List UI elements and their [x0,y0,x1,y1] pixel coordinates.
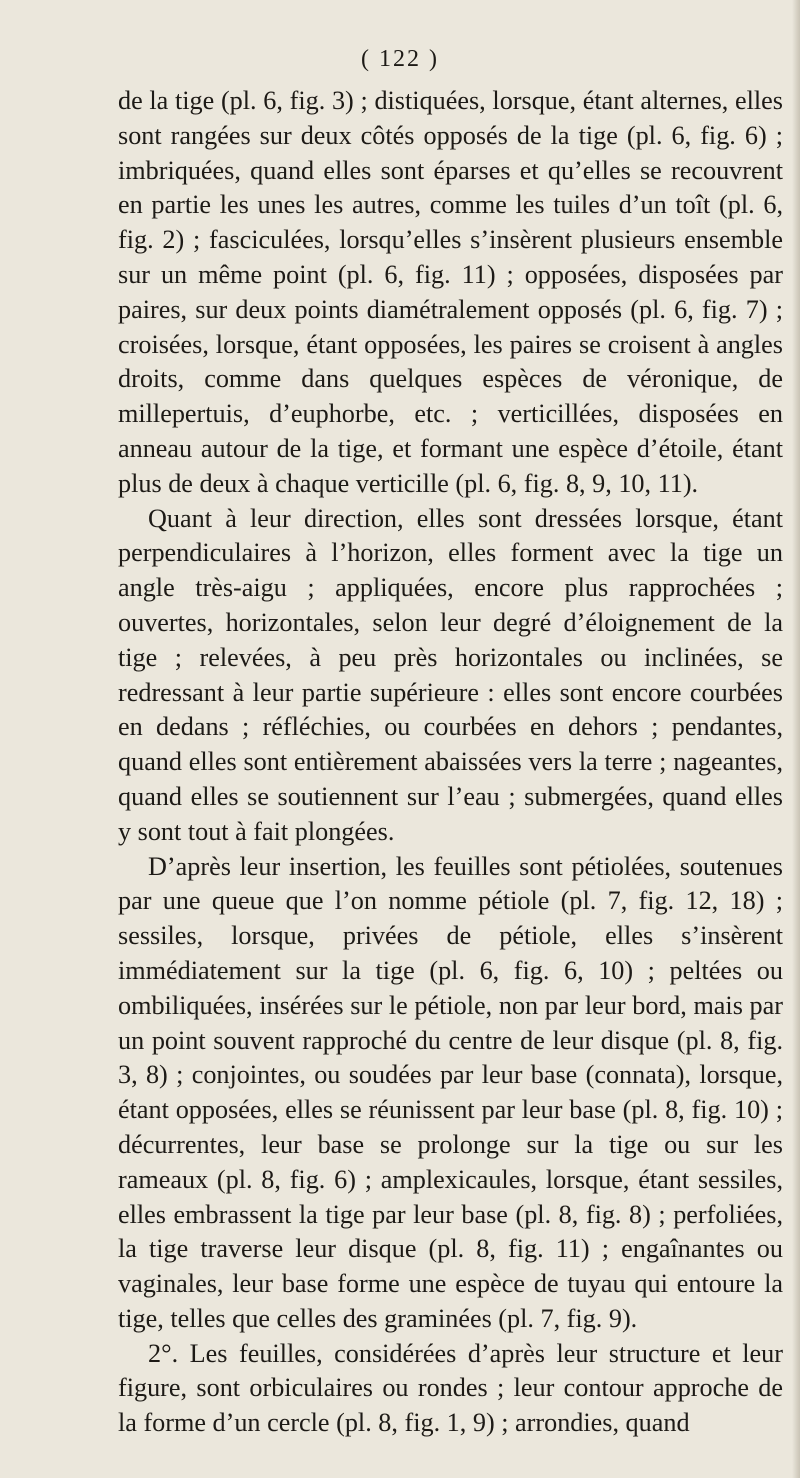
body-text [118,84,783,1441]
paragraph-2: Quant à leur direction, elles sont dressées lorsque, étant perpendiculaires à l’horizon, elles forment avec la tige un angle très-aigu ; appliquées, encore plus rapprochées ; ouvertes, horizontales, selon leur degré d’éloignement de la tige ; relevées, à peu près horizontales ou inclinées, se redressant à leur partie supérieure : elles sont encore courbées en dedans ; réfléchies, ou courbées en dehors ; pendantes, quand elles sont entièrement abaissées vers la terre ; nageantes, quand elles se soutiennent sur l’eau ; submergées, quand elles y sont tout à fait plongées. [118,503,783,846]
paragraph-4: 2°. Les feuilles, considérées d’après leur structure et leur figure, sont orbiculaires ou rondes ; leur contour approche de la forme d’un cercle (pl. 8, fig. 1, 9) ; arrondies, quand [118,1338,783,1438]
paragraph-1: de la tige (pl. 6, fig. 3) ; distiquées, lorsque, étant alternes, elles sont rangées sur deux côtés opposés de la tige (pl. 6, fig. 6) ; imbriquées, quand elles sont éparses et qu’elles se recouvrent en partie les unes les autres, comme les tuiles d’un toît (pl. 6, fig. 2) ; fasciculées, lorsqu’elles s’insèrent plusieurs ensemble sur un même point (pl. 6, fig. 11) ; opposées, disposées par paires, sur deux points diamétralement opposés (pl. 6, fig. 7) ; croisées, lorsque, étant opposées, les paires se croisent à angles droits, comme dans quelques espèces de véronique, de millepertuis, d’euphorbe, etc. ; verticillées, disposées en anneau autour de la tige, et formant une espèce d’étoile, étant plus de deux à chaque verticille (pl. 6, fig. 8, 9, 10, 11). [118,86,783,498]
page-number-header: ( 122 ) [361,46,439,72]
page-edge-shadow [792,0,800,1478]
paragraph-3: D’après leur insertion, les feuilles sont pétiolées, soutenues par une queue que l’on nomme pétiole (pl. 7, fig. 12, 18) ; sessiles, lorsque, privées de pétiole, elles s’insèrent immédiatement sur la tige (pl. 6, fig. 6, 10) ; peltées ou ombiliquées, insérées sur le pétiole, non par leur bord, mais par un point souvent rapproché du centre de leur disque (pl. 8, fig. 3, 8) ; conjointes, ou soudées par leur base (connata), lorsque, étant opposées, elles se réunissent par leur base (pl. 8, fig. 10) ; décurrentes, leur base se prolonge sur la tige ou sur les rameaux (pl. 8, fig. 6) ; amplexicaules, lorsque, étant sessiles, elles embrassent la tige par leur base (pl. 8, fig. 8) ; perfoliées, la tige traverse leur disque (pl. 8, fig. 11) ; engaînantes ou vaginales, leur base forme une espèce de tuyau qui entoure la tige, telles que celles des graminées (pl. 7, fig. 9). [118,851,783,1333]
